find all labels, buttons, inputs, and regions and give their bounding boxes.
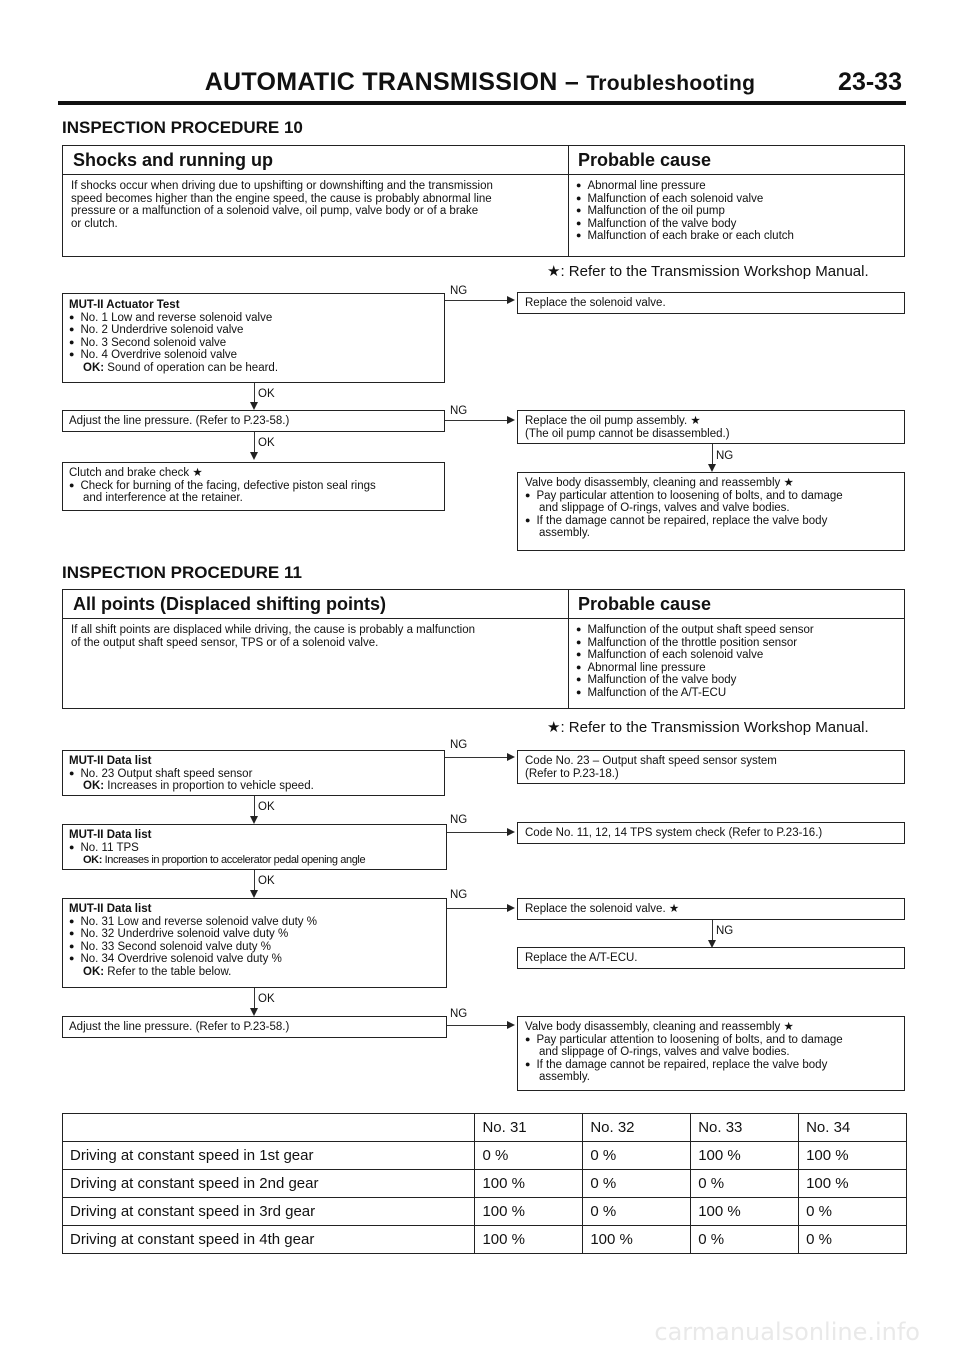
symptom-line: pressure or a malfunction of a solenoid valve, oil pump, valve body or of a brake	[71, 205, 479, 217]
ok-label: OK	[258, 993, 275, 1005]
ng-item-cont: and slippage of O-rings, valves and valve bodies.	[539, 502, 790, 514]
table-cell: 100 %	[475, 1198, 583, 1226]
table-cell: 100 %	[475, 1226, 583, 1254]
symptom-line: speed becomes higher than the engine speed, the cause is probably abnormal line	[71, 192, 492, 205]
ng-connector	[445, 300, 507, 301]
ng-title: Valve body disassembly, cleaning and reassembly ★	[525, 477, 794, 489]
ng-connector	[447, 908, 507, 909]
ok-label: OK:	[83, 361, 105, 374]
arrow-right-icon	[507, 753, 515, 761]
step-title: MUT-II Actuator Test	[69, 299, 180, 311]
table-cell: Driving at constant speed in 3rd gear	[63, 1198, 475, 1226]
ng-action-text	[525, 755, 777, 780]
p10-adjust-line-pressure-box	[62, 410, 445, 432]
p11-ng3b-box	[517, 947, 905, 969]
workshop-manual-note: ★: Refer to the Transmission Workshop Manual.	[547, 719, 869, 736]
header-rule	[58, 101, 906, 105]
cause-list	[576, 180, 794, 243]
arrow-down-icon	[250, 890, 258, 898]
table-row	[63, 1142, 907, 1170]
ng-line: Replace the oil pump assembly. ★	[525, 415, 701, 427]
ng-action-text: Code No. 11, 12, 14 TPS system check (Refer to P.23-16.)	[525, 827, 823, 839]
step-text: Adjust the line pressure. (Refer to P.23-58.)	[69, 415, 290, 427]
p11-data-list-duty-box	[62, 898, 447, 988]
p11-data-list-11-box	[62, 824, 447, 870]
procedure-10-symptom-table	[62, 145, 905, 257]
ng-connector	[445, 757, 507, 758]
step-item: ● No. 3 Second solenoid valve	[69, 337, 278, 350]
header-title: AUTOMATIC TRANSMISSION	[204, 68, 558, 96]
table-header-row	[63, 1114, 907, 1142]
cause-item: ● Malfunction of the valve body	[576, 674, 814, 687]
ng-connector	[712, 920, 713, 940]
step-item-cont: and interference at the retainer.	[83, 492, 243, 504]
step-content	[69, 903, 317, 978]
ng-label: NG	[450, 1008, 468, 1020]
table-cell: Driving at constant speed in 2nd gear	[63, 1170, 475, 1198]
ng-action-text: Replace the A/T-ECU.	[525, 952, 638, 964]
ok-connector	[254, 988, 255, 1008]
p11-ng2-box	[517, 822, 905, 844]
ng-action-text: Replace the solenoid valve.	[525, 297, 666, 309]
arrow-right-icon	[507, 416, 515, 424]
ng-action-text	[525, 415, 730, 440]
cause-item: ● Malfunction of the A/T-ECU	[576, 687, 814, 700]
table-cell: Driving at constant speed in 1st gear	[63, 1142, 475, 1170]
ng-item-cont: and slippage of O-rings, valves and valve bodies.	[539, 1046, 790, 1058]
cause-item: ● Malfunction of the throttle position sensor	[576, 637, 814, 650]
table-cell: 0 %	[475, 1142, 583, 1170]
table-cell: 100 %	[691, 1198, 799, 1226]
p11-valve-body-box	[517, 1016, 905, 1091]
symptom-title: Shocks and running up	[73, 150, 274, 170]
table-cell: Driving at constant speed in 4th gear	[63, 1226, 475, 1254]
arrow-down-icon	[708, 464, 716, 472]
step-content	[69, 467, 441, 505]
cause-item: ● Malfunction of each solenoid valve	[576, 193, 794, 206]
p11-adjust-line-pressure-box	[62, 1016, 447, 1038]
table-cell: 0 %	[799, 1198, 907, 1226]
table-cell: 0 %	[691, 1226, 799, 1254]
table-row	[63, 1198, 907, 1226]
cause-item: ● Malfunction of the oil pump	[576, 205, 794, 218]
table-cell: 100 %	[691, 1142, 799, 1170]
workshop-manual-note: ★: Refer to the Transmission Workshop Manual.	[547, 263, 869, 280]
ng-line: (Refer to P.23-18.)	[525, 767, 619, 780]
ok-criteria: Sound of operation can be heard.	[107, 361, 279, 374]
cause-item: ● Malfunction of the valve body	[576, 218, 794, 231]
step-title: MUT-II Data list	[69, 755, 152, 767]
table-header-cell: No. 31	[475, 1114, 583, 1142]
cause-item: ● Abnormal line pressure	[576, 180, 794, 193]
symptom-description	[71, 180, 563, 230]
p10-ng1-box	[517, 292, 905, 314]
ng-label: NG	[716, 450, 734, 462]
arrow-right-icon	[507, 904, 515, 912]
step-item: ● No. 2 Underdrive solenoid valve	[69, 324, 278, 337]
table-header-cell: No. 32	[583, 1114, 691, 1142]
procedure-11-heading: INSPECTION PROCEDURE 11	[62, 563, 302, 582]
step-item: ● No. 23 Output shaft speed sensor	[69, 768, 314, 781]
step-content	[69, 755, 314, 793]
table-divider	[63, 174, 904, 175]
cause-title: Probable cause	[578, 150, 712, 170]
table-cell: 0 %	[583, 1142, 691, 1170]
ng-action-text: Replace the solenoid valve. ★	[525, 903, 680, 915]
ng-label: NG	[450, 814, 468, 826]
table-header-cell	[63, 1114, 475, 1142]
solenoid-duty-table	[62, 1113, 907, 1254]
ng-item: ● If the damage cannot be repaired, replace the valve body	[525, 515, 903, 528]
ng-action-text	[525, 1021, 903, 1084]
symptom-title: All points (Displaced shifting points)	[73, 594, 386, 614]
ng-connector	[712, 444, 713, 464]
p10-clutch-brake-check-box	[62, 462, 445, 511]
ng-item-cont: assembly.	[539, 1071, 590, 1083]
table-header-cell: No. 34	[799, 1114, 907, 1142]
p11-data-list-23-box	[62, 750, 445, 796]
table-cell: 0 %	[691, 1170, 799, 1198]
ng-title: Valve body disassembly, cleaning and reassembly ★	[525, 1021, 794, 1033]
ng-label: NG	[450, 889, 468, 901]
step-title: Clutch and brake check ★	[69, 467, 203, 479]
arrow-right-icon	[507, 296, 515, 304]
step-title: MUT-II Data list	[69, 829, 152, 841]
table-cell: 100 %	[475, 1170, 583, 1198]
page-number: 23-33	[838, 68, 902, 96]
ok-connector	[254, 870, 255, 890]
ok-criteria: Increases in proportion to accelerator pedal opening angle	[104, 854, 366, 866]
header-subtitle: Troubleshooting	[586, 72, 756, 95]
ok-connector	[254, 383, 255, 402]
p11-ng3a-box	[517, 898, 905, 920]
table-divider	[568, 146, 569, 256]
step-content	[69, 829, 365, 867]
table-cell: 100 %	[799, 1142, 907, 1170]
ok-criteria: Refer to the table below.	[107, 965, 232, 978]
ok-connector	[254, 796, 255, 816]
ng-label: NG	[716, 925, 734, 937]
table-header-cell: No. 33	[691, 1114, 799, 1142]
ng-item: ● Pay particular attention to loosening of bolts, and to damage	[525, 1034, 903, 1047]
symptom-line: If shocks occur when driving due to upshifting or downshifting and the transmission	[71, 180, 493, 192]
cause-list	[576, 624, 814, 699]
p11-ng1-box	[517, 750, 905, 784]
watermark-footer: carmanualsonline.info	[654, 1318, 920, 1346]
procedure-11-symptom-table	[62, 589, 905, 709]
p10-actuator-test-box	[62, 293, 445, 383]
step-item: ● No. 31 Low and reverse solenoid valve duty %	[69, 916, 317, 929]
ok-label: OK	[258, 875, 275, 887]
step-text: Adjust the line pressure. (Refer to P.23-58.)	[69, 1021, 290, 1033]
ng-line: Code No. 23 – Output shaft speed sensor system	[525, 755, 777, 767]
table-divider	[63, 618, 904, 619]
arrow-down-icon	[250, 452, 258, 460]
ok-connector	[254, 432, 255, 452]
ok-label: OK:	[83, 965, 105, 978]
arrow-down-icon	[250, 816, 258, 824]
ng-label: NG	[450, 739, 468, 751]
ng-line: (The oil pump cannot be disassembled.)	[525, 427, 730, 440]
table-row	[63, 1226, 907, 1254]
p10-valve-body-box	[517, 472, 905, 551]
arrow-down-icon	[250, 1008, 258, 1016]
cause-item: ● Abnormal line pressure	[576, 662, 814, 675]
ng-label: NG	[450, 285, 468, 297]
step-item: ● No. 1 Low and reverse solenoid valve	[69, 312, 278, 325]
ok-label: OK	[258, 801, 275, 813]
step-title: MUT-II Data list	[69, 903, 152, 915]
header-dash: –	[564, 68, 580, 96]
ng-connector	[445, 420, 507, 421]
procedure-10-heading: INSPECTION PROCEDURE 10	[62, 118, 303, 137]
cause-item: ● Malfunction of each brake or each clutch	[576, 230, 794, 243]
table-cell: 100 %	[799, 1170, 907, 1198]
cause-item: ● Malfunction of each solenoid valve	[576, 649, 814, 662]
step-item: ● No. 4 Overdrive solenoid valve	[69, 349, 278, 362]
page-header-title	[0, 68, 960, 97]
table-cell: 0 %	[799, 1226, 907, 1254]
ng-label: NG	[450, 405, 468, 417]
table-row	[63, 1170, 907, 1198]
symptom-line: If all shift points are displaced while driving, the cause is probably a malfunction	[71, 624, 475, 636]
arrow-right-icon	[507, 828, 515, 836]
step-item: ● No. 32 Underdrive solenoid valve duty %	[69, 928, 317, 941]
ng-item-cont: assembly.	[539, 527, 590, 539]
p10-ng2-box	[517, 410, 905, 444]
table-cell: 0 %	[583, 1170, 691, 1198]
table-cell: 100 %	[583, 1226, 691, 1254]
table-divider	[568, 590, 569, 708]
ng-item: ● Pay particular attention to loosening of bolts, and to damage	[525, 490, 903, 503]
ok-label: OK	[258, 388, 275, 400]
ok-label: OK:	[83, 780, 105, 792]
ok-criteria: Increases in proportion to vehicle speed.	[107, 780, 314, 792]
ng-connector	[447, 1025, 507, 1026]
step-item: ● No. 11 TPS	[69, 842, 365, 855]
cause-item: ● Malfunction of the output shaft speed sensor	[576, 624, 814, 637]
ng-action-text	[525, 477, 903, 540]
symptom-description	[71, 624, 563, 649]
ok-label: OK:	[83, 854, 102, 866]
step-item: ● Check for burning of the facing, defective piston seal rings	[69, 480, 441, 493]
symptom-line: of the output shaft speed sensor, TPS or of a solenoid valve.	[71, 636, 379, 649]
symptom-line: or clutch.	[71, 217, 118, 230]
p10-actuator-test-content	[69, 299, 278, 374]
arrow-down-icon	[250, 402, 258, 410]
ng-connector	[447, 832, 507, 833]
table-cell: 0 %	[583, 1198, 691, 1226]
step-item: ● No. 33 Second solenoid valve duty %	[69, 941, 317, 954]
ng-item: ● If the damage cannot be repaired, replace the valve body	[525, 1059, 903, 1072]
ok-label: OK	[258, 437, 275, 449]
step-item: ● No. 34 Overdrive solenoid valve duty %	[69, 953, 317, 966]
arrow-right-icon	[507, 1021, 515, 1029]
cause-title: Probable cause	[578, 594, 712, 614]
